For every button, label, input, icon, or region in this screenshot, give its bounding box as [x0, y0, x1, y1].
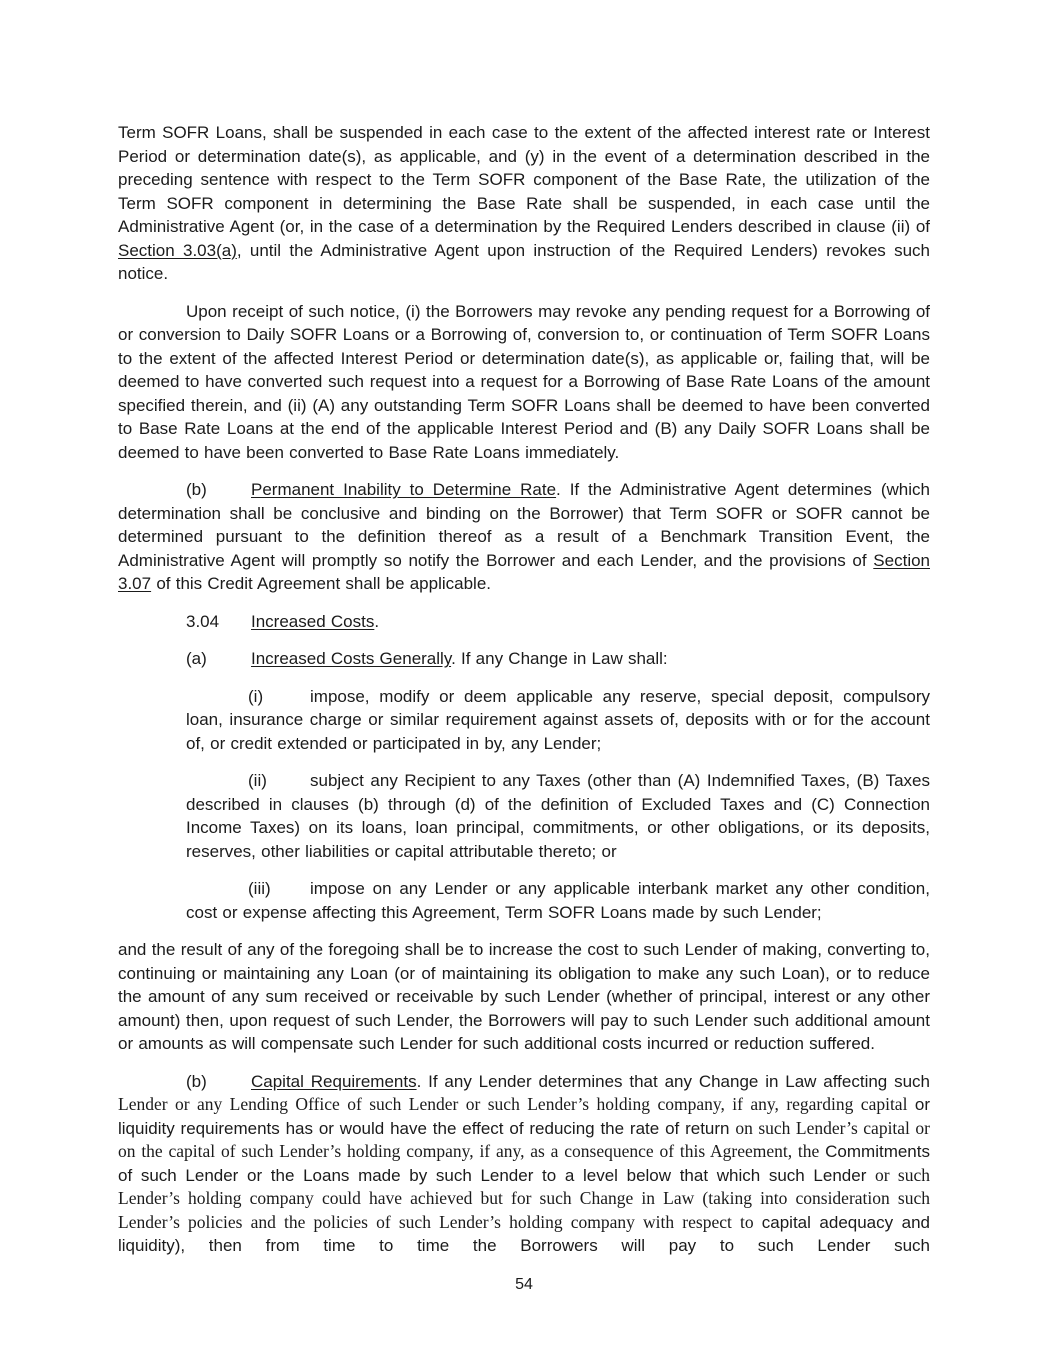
item-iii-label: (iii) — [248, 879, 271, 898]
paragraph-capital-requirements — [118, 1070, 930, 1258]
paragraph-revocation-text: Upon receipt of such notice, (i) the Borrowers may revoke any pending request for a Borrowing of or conversion to Daily SOFR Loans or a Borrowing of, conversion to, or continuation of Term SOFR Loans to the extent of the affected Interest Period or determination date(s), as applicable or, failing that, will be deemed to have converted such request into a request for a Borrowing of Base Rate Loans of the amount specified therein, and (ii) (A) any outstanding Term SOFR Loans shall be deemed to have been converted to Base Rate Loans at the end of the applicable Interest Period and (B) any Daily SOFR Loans shall be deemed to have been converted to Base Rate Loans immediately. — [118, 301, 930, 462]
clause-a-label: (a) — [186, 649, 207, 668]
permanent-inability-heading: Permanent Inability to Determine Rate — [251, 480, 557, 499]
increased-costs-generally-heading: Increased Costs Generally — [251, 649, 452, 668]
increased-costs-heading-period: . — [374, 611, 380, 631]
capital-requirements-heading: Capital Requirements — [251, 1071, 417, 1091]
item-i-label: (i) — [248, 686, 264, 706]
capital-requirements-segment-6: capital adequacy and liquidity), then from time to time the Borrowers will pay to such Lender such — [118, 1212, 930, 1255]
section-3-07-reference: Section 3.07 — [118, 550, 930, 593]
capital-requirements-segment-2: or liquidity requirements has or would have the effect of reducing the rate of return — [118, 1095, 930, 1138]
paragraph-revocation — [118, 300, 930, 465]
list-item-i — [186, 685, 930, 756]
item-i-text: impose, modify or deem applicable any reserve, special deposit, compulsory loan, insurance charge or similar requirement against assets of, deposits with or for the account of, or credit extended or participated in by, any Lender; — [186, 686, 930, 753]
paragraph-suspension-tail: , until the Administrative Agent upon instruction of the Required Lenders) revokes such notice. — [118, 240, 930, 283]
clause-b-capital-label: (b) — [186, 1071, 207, 1091]
paragraph-increased-costs-generally-text: . If any Change in Law shall: — [451, 649, 668, 668]
paragraph-permanent-inability — [118, 478, 930, 596]
clause-b-label: (b) — [186, 480, 207, 499]
item-ii-label: (ii) — [248, 771, 267, 790]
paragraph-suspension — [118, 121, 930, 286]
section-heading-3-04 — [118, 610, 930, 634]
increased-costs-heading: Increased Costs — [251, 611, 375, 631]
section-3-03a-reference: Section 3.03(a) — [118, 240, 237, 260]
paragraph-permanent-inability-text: . If the Administrative Agent determines (which determination shall be conclusive and binding on the Borrower) that Term SOFR or SOFR cannot be determined pursuant to the definition thereof as a result of a Benchmark Transition Event, the Administrative Agent will promptly so notify the Borrower and each Lender, and the provisions of — [118, 480, 930, 570]
paragraph-permanent-inability-tail: of this Credit Agreement shall be applicable. — [151, 574, 492, 593]
capital-requirements-segment-5: or such Lender’s holding company could have achieved but for such Change in Law (taking into consideration such Lender’s policies and the policies of such Lender’s holding company with respect to — [118, 1164, 931, 1232]
capital-requirements-segment-0: . If any Lender determines that any Change in Law affecting such — [416, 1071, 931, 1091]
paragraph-result — [118, 938, 930, 1056]
paragraph-result-text: and the result of any of the foregoing shall be to increase the cost to such Lender of making, converting to, continuing or maintaining any Loan (or of maintaining its obligation to make any such Loan), or to reduce the amount of any sum received or receivable by such Lender (whether of principal, interest or any other amount) then, upon request of such Lender, the Borrowers will pay to such Lender such additional amount or amounts as will compensate such Lender for such additional costs incurred or reduction suffered. — [118, 940, 930, 1053]
capital-requirements-segment-4: Commitments of such Lender or the Loans made by such Lender to a level below that which such Lender — [118, 1142, 930, 1185]
page-number: 54 — [515, 1276, 533, 1293]
item-ii-text: subject any Recipient to any Taxes (other than (A) Indemnified Taxes, (B) Taxes described in clauses (b) through (d) of the definition of Excluded Taxes and (C) Connection Income Taxes) on its loans, loan principal, commitments, or other obligations, or its deposits, reserves, other liabilities or capital attributable thereto; or — [186, 771, 930, 861]
list-item-ii — [186, 769, 930, 863]
page-content — [118, 121, 930, 1272]
item-iii-text: impose on any Lender or any applicable interbank market any other condition, cost or expense affecting this Agreement, Term SOFR Loans made by such Lender; — [186, 879, 930, 922]
section-3-04-number: 3.04 — [186, 611, 220, 631]
paragraph-increased-costs-generally — [118, 647, 930, 671]
capital-requirements-segment-1: Lender or any Lending Office of such Lender or such Lender’s holding company, if any, regarding capital — [118, 1094, 915, 1114]
capital-requirements-segment-3: on such Lender’s capital or on the capital of such Lender’s holding company, if any, as a consequence of this Agreement, the — [118, 1117, 930, 1161]
list-item-iii — [186, 877, 930, 924]
paragraph-suspension-text: Term SOFR Loans, shall be suspended in each case to the extent of the affected interest rate or Interest Period or determination date(s), as applicable, and (y) in the event of a determination described in the preceding sentence with respect to the Term SOFR component of the Base Rate, the utilization of the Term SOFR component in determining the Base Rate shall be suspended, in each case until the Administrative Agent (or, in the case of a determination by the Required Lenders described in clause (ii) of — [118, 123, 930, 236]
